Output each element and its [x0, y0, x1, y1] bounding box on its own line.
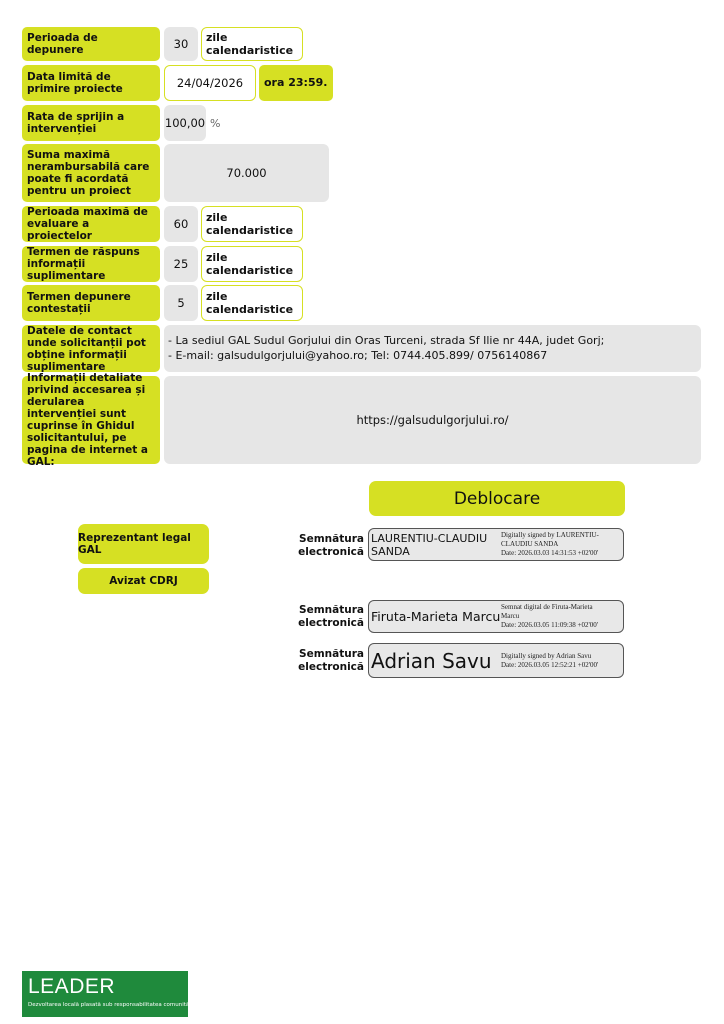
appeal-term-value: 5	[164, 285, 198, 321]
signature-label-2: Semnătura electronică	[298, 604, 364, 629]
submission-period-unit: zile calendaristice	[201, 27, 303, 61]
deadline-date: 24/04/2026	[164, 65, 256, 101]
signature-label-1: Semnătura electronică	[298, 533, 364, 558]
row-label-deadline: Data limită de primire proiecte	[22, 65, 160, 101]
evaluation-period-unit: zile calendaristice	[201, 206, 303, 242]
row-label-appeal-term: Termen depunere contestații	[22, 285, 160, 321]
row-label-submission-period: Perioada de depunere	[22, 27, 160, 61]
contact-box	[164, 325, 701, 372]
max-amount-value: 70.000	[164, 144, 329, 202]
cdrj-approval-button[interactable]: Avizat CDRJ	[78, 568, 209, 594]
signature-info-3: Digitally signed by Adrian Savu Date: 2026.03.05 12:52:21 +02'00'	[501, 651, 599, 669]
row-label-response-term: Termen de răspuns informații suplimentare	[22, 246, 160, 282]
signature-info-2: Semnat digital de Firuta-Marieta Marcu Date: 2026.03.05 11:09:38 +02'00'	[501, 603, 599, 629]
signature-field-2[interactable]	[368, 600, 624, 633]
evaluation-period-value: 60	[164, 206, 198, 242]
row-label-evaluation-period: Perioada maximă de evaluare a proiectelor	[22, 206, 160, 242]
leader-tagline: Dezvoltarea locală plasată sub responsabilitatea comunității	[28, 1002, 195, 1008]
response-term-unit: zile calendaristice	[201, 246, 303, 282]
signature-label-3: Semnătura electronică	[298, 648, 364, 673]
website-link[interactable]: https://galsudulgorjului.ro/	[164, 376, 701, 464]
unlock-button[interactable]: Deblocare	[369, 481, 625, 516]
submission-period-value: 30	[164, 27, 198, 61]
support-rate-value: 100,00	[164, 105, 206, 141]
row-label-support-rate: Rata de sprijin a intervenției	[22, 105, 160, 141]
signature-field-3[interactable]	[368, 643, 624, 678]
row-label-contact: Datele de contact unde solicitanții pot obține informații suplimentare	[22, 325, 160, 372]
leader-logo-text: LEADER	[28, 975, 116, 998]
appeal-term-unit: zile calendaristice	[201, 285, 303, 321]
leader-logo	[22, 971, 195, 1017]
signer-name-3: Adrian Savu	[371, 648, 492, 673]
deadline-time: ora 23:59.	[259, 65, 333, 101]
signature-info-1: Digitally signed by LAURENTIU- CLAUDIU SANDA Date: 2026.03.03 14:31:53 +02'00'	[501, 531, 599, 557]
legal-representative-button[interactable]: Reprezentant legal GAL	[78, 524, 209, 564]
signature-field-1[interactable]	[368, 528, 624, 561]
contact-line-address: - La sediul GAL Sudul Gorjului din Oras Turceni, strada Sf Ilie nr 44A, judet Gorj;	[168, 334, 605, 347]
signer-name-1: LAURENTIU-CLAUDIU SANDA	[371, 531, 488, 558]
row-label-detailed-info: Informații detaliate privind accesarea și derularea intervenției sunt cuprinse în Ghidul solicitantului, pe pagina de internet a GAL:	[22, 376, 160, 464]
response-term-value: 25	[164, 246, 198, 282]
signer-name-2: Firuta-Marieta Marcu	[371, 609, 501, 624]
contact-line-email-phone: - E-mail: galsudulgorjului@yahoo.ro; Tel: 0744.405.899/ 0756140867	[168, 349, 548, 362]
support-rate-unit: %	[210, 117, 221, 130]
row-label-max-amount: Suma maximă nerambursabilă care poate fi acordată pentru un proiect	[22, 144, 160, 202]
